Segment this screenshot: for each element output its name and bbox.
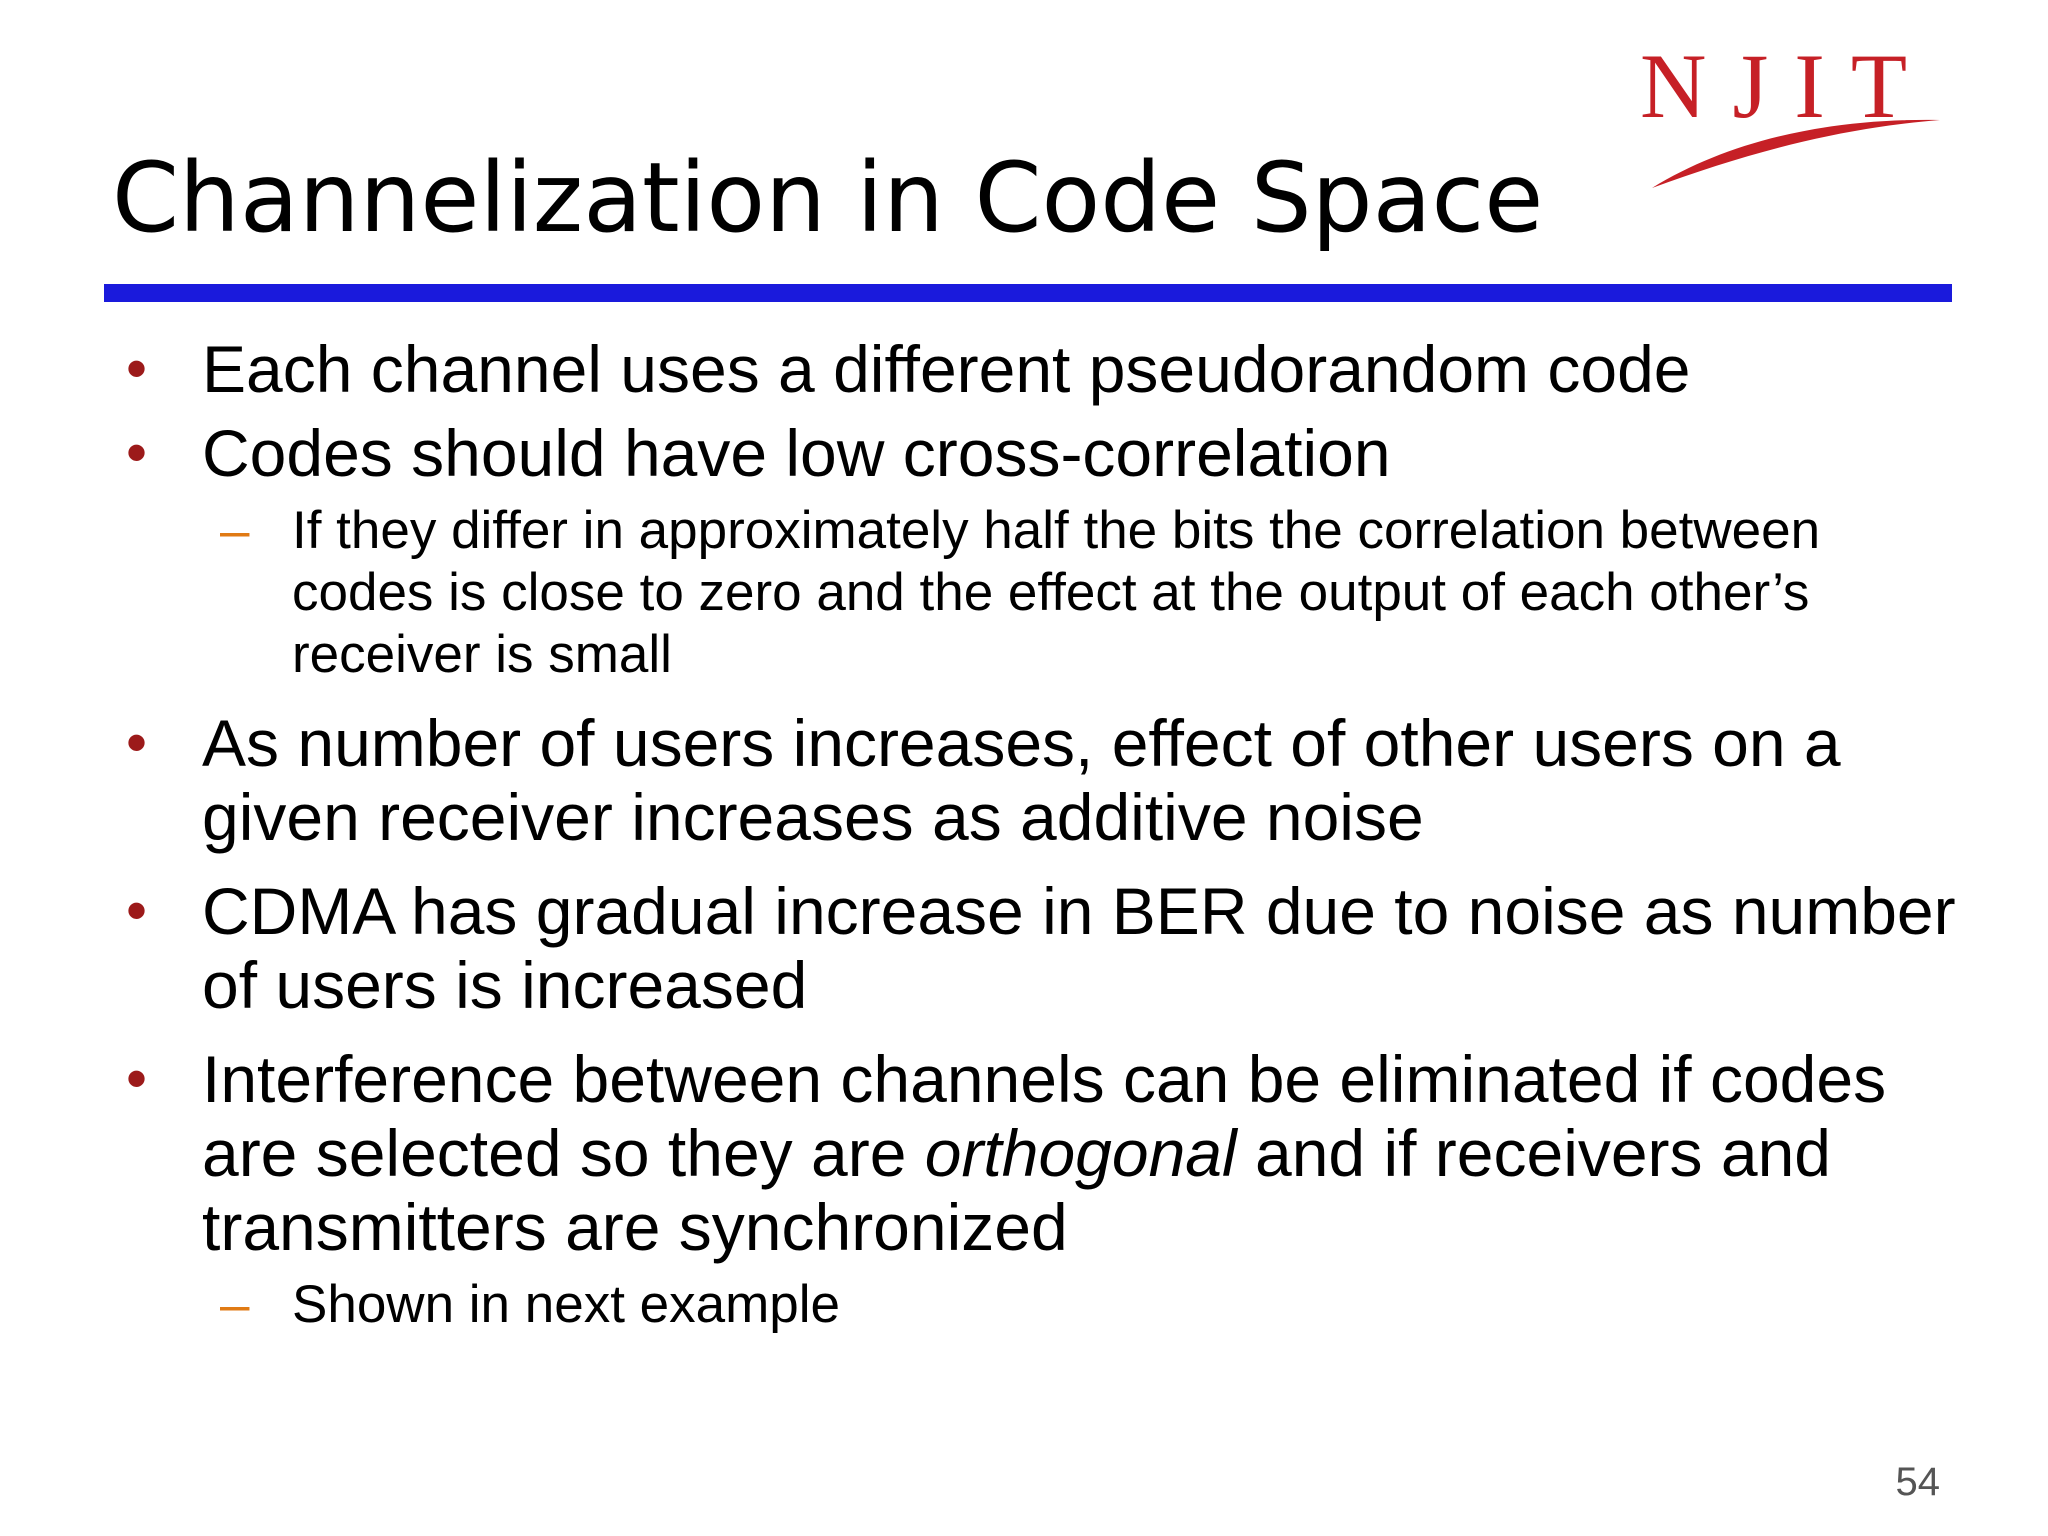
logo-swoosh-icon <box>1640 35 1950 210</box>
bullet-text <box>202 1042 1886 1264</box>
bullet-item <box>120 1042 1960 1264</box>
sub-bullet-mark: – <box>220 1275 250 1334</box>
bullet-text: Codes should have low cross-correlation <box>202 416 1391 490</box>
sub-bullet-text: Shown in next example <box>292 1275 840 1334</box>
page-number: 54 <box>1895 1460 1940 1504</box>
title-underline <box>104 284 1952 302</box>
sub-bullet-text: If they differ in approximately half the bits the correlation between codes is close to zero and the effect at the output of each other’s receiver is small <box>292 501 1821 684</box>
bullet-item <box>120 706 1960 854</box>
bullet-mark: • <box>126 1045 148 1112</box>
logo-text: NJIT <box>1640 35 1934 137</box>
bullet-text-part: and if receivers and transmitters are synchronized <box>202 1116 1831 1264</box>
bullet-item <box>120 332 1960 406</box>
sub-bullet-mark: – <box>220 501 250 560</box>
bullet-mark: • <box>126 419 148 486</box>
page-title: Channelization in Code Space <box>112 142 1544 254</box>
bullet-text: Each channel uses a different pseudorandom code <box>202 332 1691 406</box>
bullet-mark: • <box>126 709 148 776</box>
sub-bullet-item <box>120 500 1960 686</box>
bullet-list <box>120 332 1960 1352</box>
bullet-text: As number of users increases, effect of other users on a given receiver increases as additive noise <box>202 706 1841 854</box>
bullet-mark: • <box>126 335 148 402</box>
bullet-item <box>120 874 1960 1022</box>
bullet-mark: • <box>126 877 148 944</box>
njit-logo <box>1640 35 1950 210</box>
bullet-text-part: Interference between channels can be eliminated if codes are selected so they are <box>202 1042 1887 1190</box>
bullet-text: CDMA has gradual increase in BER due to noise as number of users is increased <box>202 874 1956 1022</box>
sub-bullet-item <box>120 1274 1960 1336</box>
italic-term: orthogonal <box>924 1116 1237 1190</box>
bullet-item <box>120 416 1960 490</box>
